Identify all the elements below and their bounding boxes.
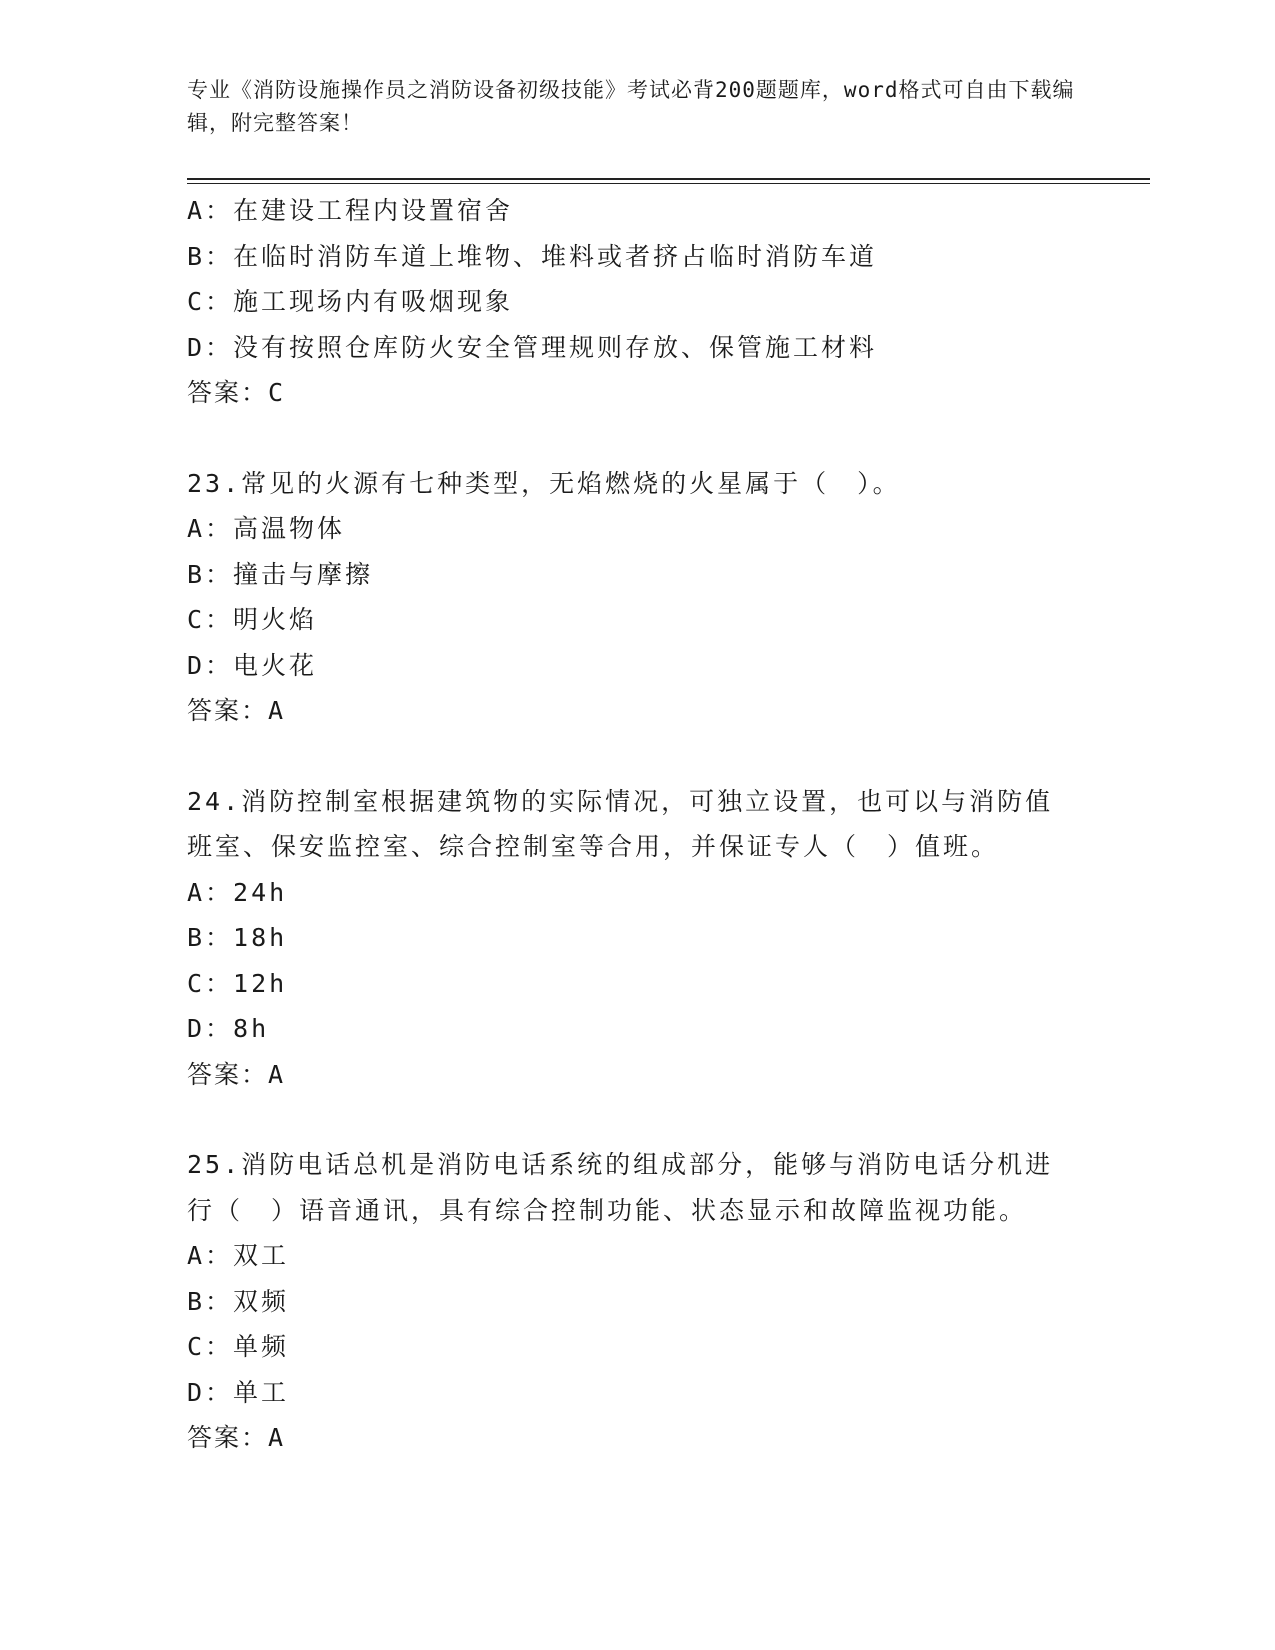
answer-line [187,370,1087,416]
option-b: B：双频 [187,1286,290,1316]
option-a: A：高温物体 [187,514,346,543]
spacer [187,1097,1087,1142]
answer-label: 答案： [187,378,269,407]
question-23 [187,461,1087,734]
question-list [187,188,1087,1461]
answer-value: A [268,1423,285,1452]
document-header: 专业《消防设施操作员之消防设备初级技能》考试必背200题题库，word格式可自由下载编辑，附完整答案！ [187,78,1075,135]
answer-label: 答案： [187,1423,269,1452]
answer-value: C [268,378,285,407]
answer-value: A [268,696,285,725]
answer-value: A [268,1059,285,1089]
option-c: C：明火焰 [187,605,318,634]
question-stem: 23.常见的火源有七种类型，无焰燃烧的火星属于（ ）。 [187,468,901,498]
question-25 [187,1142,1087,1461]
question-22 [187,188,1087,416]
option-b: B：撞击与摩擦 [187,559,374,589]
option-d: D：单工 [187,1377,290,1407]
option-d: D：8h [187,1014,270,1043]
option-a: A：在建设工程内设置宿舍 [187,196,514,225]
question-stem: 25.消防电话总机是消防电话系统的组成部分，能够与消防电话分机进行（ ）语音通讯，具有综合控制功能、状态显示和故障监视功能。 [187,1150,1054,1225]
answer-line [187,688,1087,734]
question-24 [187,779,1087,1098]
answer-label: 答案： [187,696,269,725]
option-c: C：施工现场内有吸烟现象 [187,287,514,316]
question-stem: 24.消防控制室根据建筑物的实际情况，可独立设置，也可以与消防值班室、保安监控室、综合控制室等合用，并保证专人（ ）值班。 [187,786,1054,861]
answer-label: 答案： [187,1059,269,1089]
option-c: C：12h [187,968,288,998]
option-d: D：没有按照仓库防火安全管理规则存放、保管施工材料 [187,332,878,362]
header-divider [187,178,1150,184]
option-a: A：24h [187,877,288,907]
spacer [187,734,1087,779]
option-b: B：在临时消防车道上堆物、堆料或者挤占临时消防车道 [187,241,878,271]
option-c: C：单频 [187,1332,290,1361]
option-b: B：18h [187,923,288,952]
spacer [187,416,1087,461]
option-d: D：电火花 [187,650,318,680]
answer-line [187,1052,1087,1098]
option-a: A：双工 [187,1241,290,1270]
answer-line [187,1415,1087,1461]
